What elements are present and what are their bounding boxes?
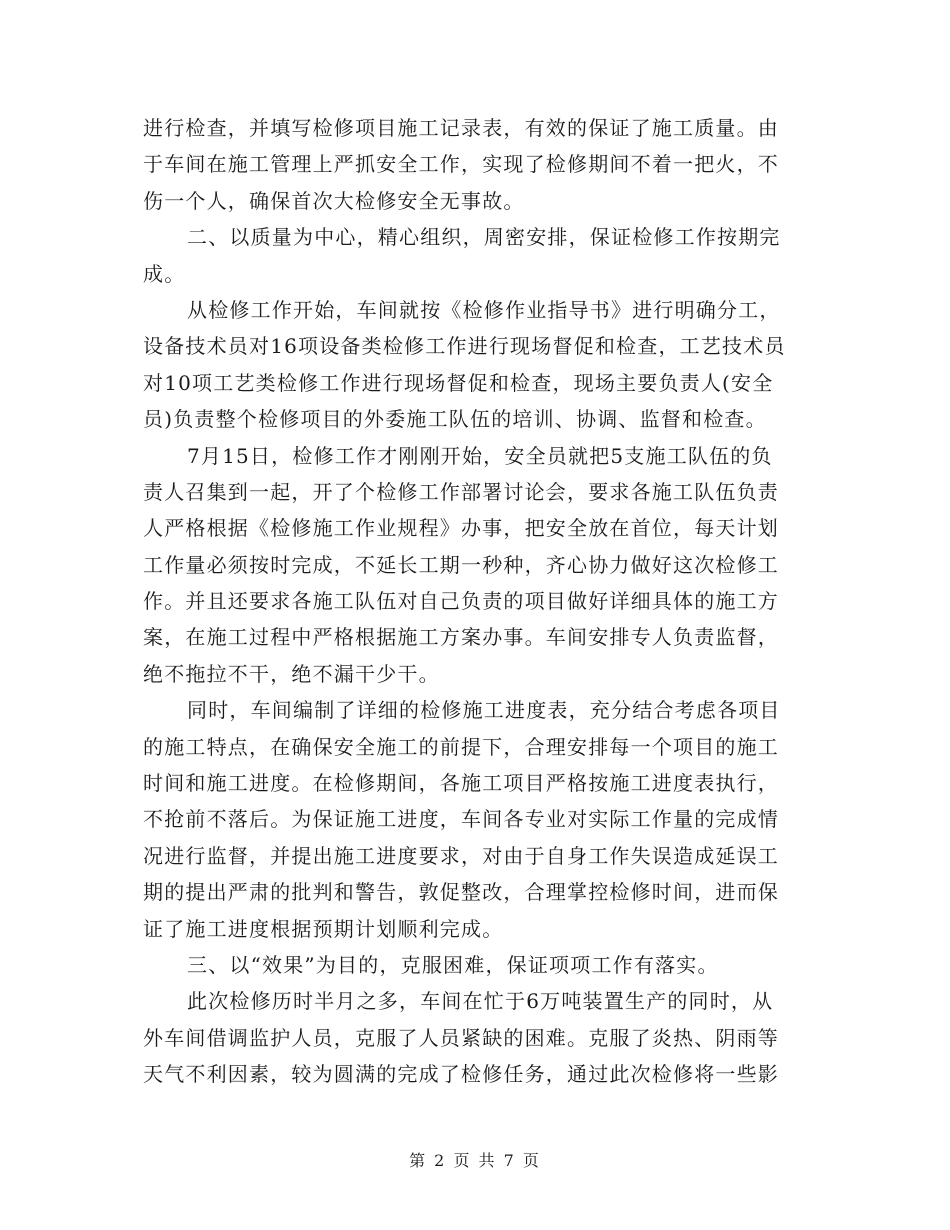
text-line: 对10项工艺类检修工作进行现场督促和检查，现场主要负责人(安全 xyxy=(143,370,774,395)
text-line: 进行检查，并填写检修项目施工记录表，有效的保证了施工质量。由 xyxy=(143,116,779,140)
text-line: 期的提出严肃的批判和警告，敦促整改，合理掌控检修时间，进而保 xyxy=(143,880,779,905)
text-line: 三、以“效果”为目的，克服困难，保证项项工作有落实。 xyxy=(187,952,719,977)
text-line: 员)负责整个检修项目的外委施工队伍的培训、协调、监督和检查。 xyxy=(143,407,767,432)
text-line: 于车间在施工管理上严抓安全工作，实现了检修期间不着一把火，不 xyxy=(143,152,779,177)
text-line: 天气不利因素，较为圆满的完成了检修任务，通过此次检修将一些影 xyxy=(143,1062,779,1087)
text-line: 责人召集到一起，开了个检修工作部署讨论会，要求各施工队伍负责 xyxy=(143,479,779,504)
text-line: 成。 xyxy=(143,261,186,286)
text-line: 7月15日，检修工作才刚刚开始，安全员就把5支施工队伍的负 xyxy=(187,443,773,468)
text-line: 从检修工作开始，车间就按《检修作业指导书》进行明确分工， xyxy=(187,297,781,322)
text-line: 此次检修历时半月之多，车间在忙于6万吨装置生产的同时，从 xyxy=(187,989,774,1014)
text-line: 工作量必须按时完成，不延长工期一秒种，齐心协力做好这次检修工 xyxy=(143,552,779,577)
text-line: 绝不拖拉不干，绝不漏干少干。 xyxy=(143,661,440,686)
text-line: 不抢前不落后。为保证施工进度，车间各专业对实际工作量的完成情 xyxy=(143,807,779,832)
text-line: 况进行监督，并提出施工进度要求，对由于自身工作失误造成延误工 xyxy=(143,843,779,868)
document-body xyxy=(143,110,807,1093)
text-line: 外车间借调监护人员，克服了人员紧缺的困难。克服了炎热、阴雨等 xyxy=(143,1025,779,1050)
text-line: 案，在施工过程中严格根据施工方案办事。车间安排专人负责监督， xyxy=(143,625,779,650)
text-line: 二、以质量为中心，精心组织，周密安排，保证检修工作按期完 xyxy=(187,225,781,250)
text-line: 作。并且还要求各施工队伍对自己负责的项目做好详细具体的施工方 xyxy=(143,589,779,614)
text-line: 时间和施工进度。在检修期间，各施工项目严格按施工进度表执行， xyxy=(143,771,779,796)
page-footer: 第 2 页 共 7 页 xyxy=(409,1151,541,1170)
text-line: 证了施工进度根据预期计划顺利完成。 xyxy=(143,916,504,941)
text-line: 的施工特点，在确保安全施工的前提下，合理安排每一个项目的施工 xyxy=(143,734,779,759)
text-line: 人严格根据《检修施工作业规程》办事，把安全放在首位，每天计划 xyxy=(143,516,779,541)
text-line: 同时，车间编制了详细的检修施工进度表，充分结合考虑各项目 xyxy=(187,698,781,723)
text-line: 设备技术员对16项设备类检修工作进行现场督促和检查，工艺技术员 xyxy=(143,334,786,359)
text-line: 伤一个人，确保首次大检修安全无事故。 xyxy=(143,188,525,213)
